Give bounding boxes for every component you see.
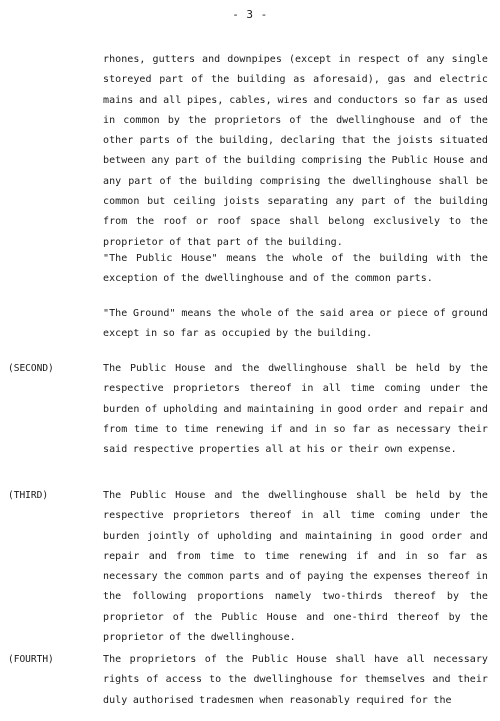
- clause-label-fourth: (FOURTH): [8, 654, 54, 665]
- paragraph-ground-definition: "The Ground" means the whole of the said area or piece of ground except in so far as occupied by the building.: [103, 308, 488, 340]
- paragraph-definitions-continued: rhones, gutters and downpipes (except in respect of any single storeyed part of the building as aforesaid), gas and electric mains and all pipes, cables, wires and conductors so far as used in common by the proprietors of the dwellinghouse and of the other parts of the building, declaring that the joists situated between any part of the building comprising the Public House and any part of the building comprising the dwellinghouse shall be common but ceiling joists separating any part of the building from the roof or roof space shall belong exclusively to the proprietor of that part of the building.: [103, 54, 488, 248]
- paragraph-public-house-definition: "The Public House" means the whole of the building with the exception of the dwellinghouse and of the common parts.: [103, 253, 488, 285]
- clause-text-fourth: The proprietors of the Public House shall have all necessary rights of access to the dwellinghouse for themselves and their duly authorised tradesmen when reasonably required for the: [103, 654, 488, 706]
- clause-label-third: (THIRD): [8, 490, 49, 501]
- page-number: - 3 -: [232, 8, 268, 21]
- clause-label-second: (SECOND): [8, 363, 54, 374]
- clause-text-third: The Public House and the dwellinghouse shall be held by the respective proprietors thereof in all time coming under the burden jointly of upholding and maintaining in good order and repair and from time to time renewing if and in so far as necessary the common parts and of paying the expenses thereof in the following proportions namely two-thirds thereof by the proprietor of the Public House and one-third thereof by the proprietor of the dwellinghouse.: [103, 490, 488, 644]
- clause-text-second: The Public House and the dwellinghouse shall be held by the respective proprietors thereof in all time coming under the burden of upholding and maintaining in good order and repair and from time to time renewing if and in so far as necessary their said respective properties all at his or their own expense.: [103, 363, 488, 456]
